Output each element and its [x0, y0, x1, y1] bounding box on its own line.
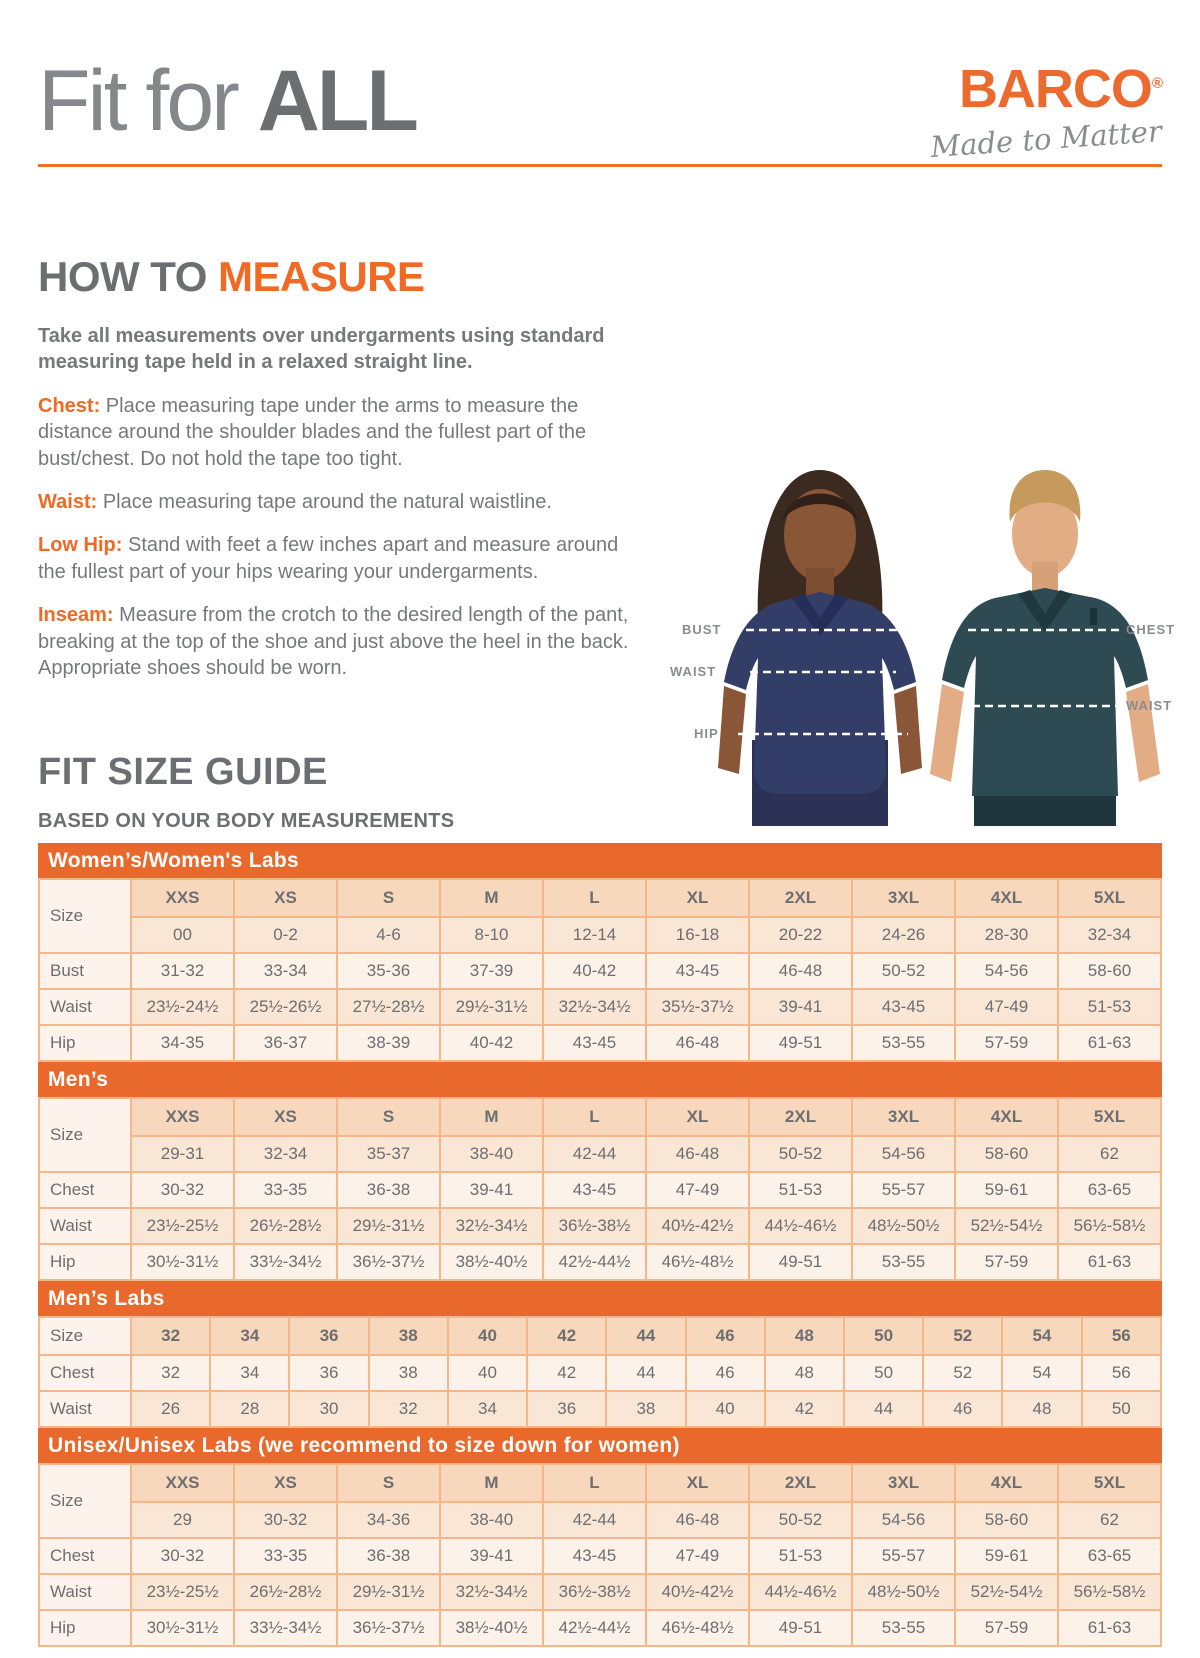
size-cell: 3XL: [852, 1098, 955, 1136]
measure-steps: [38, 393, 630, 682]
size-cell: M: [440, 879, 543, 917]
value-cell: 23½-25½: [131, 1574, 234, 1610]
numeric-size-row: [39, 1502, 1161, 1538]
value-cell: 29½-31½: [440, 989, 543, 1025]
value-cell: 36-38: [337, 1538, 440, 1574]
size-cell: M: [440, 1464, 543, 1502]
size-cell: 2XL: [749, 1098, 852, 1136]
value-cell: 33-35: [234, 1172, 337, 1208]
table-section-header: Unisex/Unisex Labs (we recommend to size down for women): [38, 1428, 1162, 1463]
value-cell: 38: [369, 1355, 448, 1391]
size-tables: [38, 843, 1162, 1647]
size-table: [38, 1463, 1162, 1647]
value-cell: 46: [686, 1355, 765, 1391]
registered-mark-icon: ®: [1151, 75, 1162, 92]
value-cell: 59-61: [955, 1172, 1058, 1208]
value-cell: 54: [1002, 1355, 1081, 1391]
size-label-cell: Size: [39, 879, 131, 953]
value-cell: 36½-38½: [543, 1574, 646, 1610]
value-cell: 40: [686, 1391, 765, 1427]
value-cell: 63-65: [1058, 1538, 1161, 1574]
measurement-row: [39, 953, 1161, 989]
size-cell: 4XL: [955, 879, 1058, 917]
brand-name: [930, 59, 1162, 119]
size-label-cell: Size: [39, 1317, 131, 1355]
size-header-row: [39, 1464, 1161, 1502]
size-cell: 40: [448, 1317, 527, 1355]
value-cell: 42½-44½: [543, 1610, 646, 1646]
value-cell: 51-53: [749, 1538, 852, 1574]
size-cell: 5XL: [1058, 879, 1161, 917]
size-cell: XXS: [131, 1464, 234, 1502]
value-cell: 30½-31½: [131, 1610, 234, 1646]
row-label-cell: Chest: [39, 1355, 131, 1391]
size-cell: 2XL: [749, 879, 852, 917]
numeric-size-cell: 35-37: [337, 1136, 440, 1172]
value-cell: 36½-37½: [337, 1610, 440, 1646]
size-cell: XL: [646, 1098, 749, 1136]
value-cell: 58-60: [1058, 953, 1161, 989]
value-cell: 43-45: [543, 1538, 646, 1574]
value-cell: 28: [210, 1391, 289, 1427]
size-label-cell: Size: [39, 1098, 131, 1172]
value-cell: 54-56: [955, 953, 1058, 989]
value-cell: 38-39: [337, 1025, 440, 1061]
value-cell: 36: [289, 1355, 368, 1391]
value-cell: 34-35: [131, 1025, 234, 1061]
value-cell: 35½-37½: [646, 989, 749, 1025]
row-label-cell: Hip: [39, 1244, 131, 1280]
row-label-cell: Waist: [39, 989, 131, 1025]
models-illustration: [650, 440, 1200, 826]
measure-step: Waist: Place measuring tape around the natural waistline.: [38, 490, 552, 513]
measurement-row: [39, 1355, 1161, 1391]
value-cell: 39-41: [440, 1172, 543, 1208]
value-cell: 27½-28½: [337, 989, 440, 1025]
value-cell: 40-42: [440, 1025, 543, 1061]
numeric-size-cell: 8-10: [440, 917, 543, 953]
size-cell: XS: [234, 1464, 337, 1502]
measure-intro: Take all measurements over undergarments using standard measuring tape held in a relaxed straight line.: [38, 325, 605, 374]
numeric-size-cell: 12-14: [543, 917, 646, 953]
value-cell: 40½-42½: [646, 1208, 749, 1244]
value-cell: 57-59: [955, 1244, 1058, 1280]
table-section-header: Women’s/Women's Labs: [38, 843, 1162, 878]
value-cell: 50: [1082, 1391, 1161, 1427]
value-cell: 50-52: [852, 953, 955, 989]
size-table: [38, 878, 1162, 1062]
measure-step-label: Inseam:: [38, 604, 114, 627]
value-cell: 52½-54½: [955, 1208, 1058, 1244]
value-cell: 52½-54½: [955, 1574, 1058, 1610]
row-label-cell: Chest: [39, 1538, 131, 1574]
value-cell: 50: [844, 1355, 923, 1391]
numeric-size-cell: 34-36: [337, 1502, 440, 1538]
measure-step: Inseam: Measure from the crotch to the desired length of the pant, breaking at the top of the shoe and just above the heel in the back. Appropriate shoes should be worn.: [38, 604, 629, 679]
numeric-size-cell: 38-40: [440, 1502, 543, 1538]
value-cell: 30-32: [131, 1172, 234, 1208]
size-cell: XL: [646, 879, 749, 917]
numeric-size-cell: 00: [131, 917, 234, 953]
size-cell: M: [440, 1098, 543, 1136]
measurement-row: [39, 1391, 1161, 1427]
numeric-size-cell: 4-6: [337, 917, 440, 953]
row-label-cell: Hip: [39, 1610, 131, 1646]
value-cell: 23½-24½: [131, 989, 234, 1025]
numeric-size-cell: 42-44: [543, 1136, 646, 1172]
size-cell: 56: [1082, 1317, 1161, 1355]
value-cell: 49-51: [749, 1025, 852, 1061]
size-cell: 46: [686, 1317, 765, 1355]
value-cell: 46½-48½: [646, 1244, 749, 1280]
table-section-header: Men’s Labs: [38, 1281, 1162, 1316]
value-cell: 40: [448, 1355, 527, 1391]
value-cell: 23½-25½: [131, 1208, 234, 1244]
value-cell: 26½-28½: [234, 1208, 337, 1244]
value-cell: 61-63: [1058, 1244, 1161, 1280]
size-header-row: [39, 1098, 1161, 1136]
bust-label: BUST: [682, 622, 722, 637]
size-table: [38, 1097, 1162, 1281]
row-label-cell: Waist: [39, 1574, 131, 1610]
brand-wordmark: BARCO: [958, 59, 1152, 119]
numeric-size-cell: 28-30: [955, 917, 1058, 953]
page-header: [38, 53, 1164, 165]
size-cell: 4XL: [955, 1464, 1058, 1502]
value-cell: 32: [131, 1355, 210, 1391]
value-cell: 56: [1082, 1355, 1161, 1391]
size-cell: L: [543, 879, 646, 917]
page-title-bold: ALL: [257, 53, 416, 149]
value-cell: 49-51: [749, 1610, 852, 1646]
value-cell: 44: [844, 1391, 923, 1427]
value-cell: 46: [923, 1391, 1002, 1427]
value-cell: 61-63: [1058, 1025, 1161, 1061]
value-cell: 55-57: [852, 1538, 955, 1574]
size-cell: XL: [646, 1464, 749, 1502]
size-cell: XXS: [131, 879, 234, 917]
man-model: [930, 470, 1160, 826]
size-cell: 32: [131, 1317, 210, 1355]
row-label-cell: Bust: [39, 953, 131, 989]
chest-label: CHEST: [1126, 622, 1176, 637]
measurement-row: [39, 1244, 1161, 1280]
numeric-size-cell: 38-40: [440, 1136, 543, 1172]
value-cell: 29½-31½: [337, 1574, 440, 1610]
measurement-row: [39, 989, 1161, 1025]
value-cell: 39-41: [440, 1538, 543, 1574]
size-cell: L: [543, 1464, 646, 1502]
value-cell: 26: [131, 1391, 210, 1427]
value-cell: 43-45: [543, 1172, 646, 1208]
value-cell: 56½-58½: [1058, 1574, 1161, 1610]
size-cell: S: [337, 879, 440, 917]
size-cell: XXS: [131, 1098, 234, 1136]
value-cell: 55-57: [852, 1172, 955, 1208]
row-label-cell: Waist: [39, 1208, 131, 1244]
value-cell: 52: [923, 1355, 1002, 1391]
measure-step: Chest: Place measuring tape under the arms to measure the distance around the shoulder blades and the fullest part of the bust/chest. Do not hold the tape too tight.: [38, 394, 587, 470]
value-cell: 33½-34½: [234, 1244, 337, 1280]
how-to-measure-title: [38, 253, 630, 301]
value-cell: 47-49: [955, 989, 1058, 1025]
value-cell: 53-55: [852, 1025, 955, 1061]
size-cell: XS: [234, 1098, 337, 1136]
table-section-header: Men’s: [38, 1062, 1162, 1097]
size-cell: 50: [844, 1317, 923, 1355]
size-cell: 48: [765, 1317, 844, 1355]
value-cell: 56½-58½: [1058, 1208, 1161, 1244]
numeric-size-cell: 16-18: [646, 917, 749, 953]
value-cell: 48½-50½: [852, 1208, 955, 1244]
value-cell: 38: [606, 1391, 685, 1427]
brand-logo: [929, 59, 1164, 165]
numeric-size-cell: 58-60: [955, 1136, 1058, 1172]
value-cell: 37-39: [440, 953, 543, 989]
size-cell: 44: [606, 1317, 685, 1355]
measurement-row: [39, 1025, 1161, 1061]
measurement-row: [39, 1208, 1161, 1244]
value-cell: 49-51: [749, 1244, 852, 1280]
how-to-measure-title-gray: HOW TO: [38, 253, 219, 300]
size-cell: 4XL: [955, 1098, 1058, 1136]
row-label-cell: Chest: [39, 1172, 131, 1208]
value-cell: 36½-37½: [337, 1244, 440, 1280]
value-cell: 35-36: [337, 953, 440, 989]
value-cell: 43-45: [646, 953, 749, 989]
woman-model: [718, 470, 922, 826]
row-label-cell: Hip: [39, 1025, 131, 1061]
value-cell: 57-59: [955, 1025, 1058, 1061]
value-cell: 51-53: [1058, 989, 1161, 1025]
size-cell: 5XL: [1058, 1464, 1161, 1502]
numeric-size-cell: 42-44: [543, 1502, 646, 1538]
measurement-row: [39, 1574, 1161, 1610]
how-to-measure-section: [38, 253, 630, 681]
value-cell: 36-38: [337, 1172, 440, 1208]
numeric-size-cell: 20-22: [749, 917, 852, 953]
numeric-size-cell: 54-56: [852, 1136, 955, 1172]
value-cell: 32½-34½: [440, 1574, 543, 1610]
size-cell: 5XL: [1058, 1098, 1161, 1136]
numeric-size-cell: 30-32: [234, 1502, 337, 1538]
value-cell: 36: [527, 1391, 606, 1427]
hip-label: HIP: [694, 726, 719, 741]
numeric-size-row: [39, 917, 1161, 953]
measure-step: Low Hip: Stand with feet a few inches apart and measure around the fullest part of your hips wearing your undergarments.: [38, 534, 619, 583]
value-cell: 38½-40½: [440, 1244, 543, 1280]
numeric-size-cell: 32-34: [234, 1136, 337, 1172]
value-cell: 43-45: [543, 1025, 646, 1061]
value-cell: 33-34: [234, 953, 337, 989]
brand-tagline: Made to Matter: [929, 114, 1164, 165]
fit-size-guide-subtitle: BASED ON YOUR BODY MEASUREMENTS: [38, 810, 455, 833]
size-cell: 36: [289, 1317, 368, 1355]
value-cell: 42½-44½: [543, 1244, 646, 1280]
value-cell: 47-49: [646, 1538, 749, 1574]
size-cell: XS: [234, 879, 337, 917]
value-cell: 44: [606, 1355, 685, 1391]
value-cell: 48½-50½: [852, 1574, 955, 1610]
value-cell: 30-32: [131, 1538, 234, 1574]
numeric-size-cell: 46-48: [646, 1136, 749, 1172]
measure-step-label: Low Hip:: [38, 534, 123, 557]
value-cell: 61-63: [1058, 1610, 1161, 1646]
numeric-size-cell: 29: [131, 1502, 234, 1538]
value-cell: 53-55: [852, 1610, 955, 1646]
how-to-measure-title-orange: MEASURE: [218, 253, 425, 300]
numeric-size-cell: 54-56: [852, 1502, 955, 1538]
value-cell: 51-53: [749, 1172, 852, 1208]
size-cell: 38: [369, 1317, 448, 1355]
value-cell: 31-32: [131, 953, 234, 989]
models-figure: [650, 440, 1200, 826]
value-cell: 40½-42½: [646, 1574, 749, 1610]
numeric-size-cell: 62: [1058, 1136, 1161, 1172]
size-cell: S: [337, 1464, 440, 1502]
size-label-cell: Size: [39, 1464, 131, 1538]
value-cell: 34: [448, 1391, 527, 1427]
size-header-row: [39, 879, 1161, 917]
value-cell: 26½-28½: [234, 1574, 337, 1610]
row-label-cell: Waist: [39, 1391, 131, 1427]
value-cell: 63-65: [1058, 1172, 1161, 1208]
size-cell: 52: [923, 1317, 1002, 1355]
value-cell: 30½-31½: [131, 1244, 234, 1280]
measurement-row: [39, 1172, 1161, 1208]
value-cell: 43-45: [852, 989, 955, 1025]
size-table: [38, 1316, 1162, 1428]
measure-step-label: Chest:: [38, 394, 101, 417]
page-title: [38, 53, 416, 149]
value-cell: 25½-26½: [234, 989, 337, 1025]
size-cell: 42: [527, 1317, 606, 1355]
value-cell: 44½-46½: [749, 1208, 852, 1244]
value-cell: 36-37: [234, 1025, 337, 1061]
numeric-size-cell: 32-34: [1058, 917, 1161, 953]
size-header-row: [39, 1317, 1161, 1355]
numeric-size-cell: 24-26: [852, 917, 955, 953]
value-cell: 32: [369, 1391, 448, 1427]
measurement-row: [39, 1538, 1161, 1574]
numeric-size-cell: 29-31: [131, 1136, 234, 1172]
numeric-size-cell: 50-52: [749, 1136, 852, 1172]
value-cell: 36½-38½: [543, 1208, 646, 1244]
value-cell: 32½-34½: [543, 989, 646, 1025]
numeric-size-cell: 0-2: [234, 917, 337, 953]
value-cell: 46-48: [749, 953, 852, 989]
value-cell: 34: [210, 1355, 289, 1391]
numeric-size-cell: 58-60: [955, 1502, 1058, 1538]
size-cell: 34: [210, 1317, 289, 1355]
value-cell: 29½-31½: [337, 1208, 440, 1244]
value-cell: 53-55: [852, 1244, 955, 1280]
numeric-size-cell: 62: [1058, 1502, 1161, 1538]
value-cell: 38½-40½: [440, 1610, 543, 1646]
value-cell: 46-48: [646, 1025, 749, 1061]
size-cell: S: [337, 1098, 440, 1136]
numeric-size-cell: 46-48: [646, 1502, 749, 1538]
numeric-size-cell: 50-52: [749, 1502, 852, 1538]
value-cell: 33½-34½: [234, 1610, 337, 1646]
size-cell: 3XL: [852, 879, 955, 917]
header-divider: [38, 164, 1162, 167]
value-cell: 33-35: [234, 1538, 337, 1574]
page-title-light: Fit for: [38, 53, 258, 149]
measure-step-label: Waist:: [38, 490, 98, 513]
waist-left-label: WAIST: [670, 664, 717, 679]
value-cell: 32½-34½: [440, 1208, 543, 1244]
value-cell: 42: [527, 1355, 606, 1391]
numeric-size-row: [39, 1136, 1161, 1172]
value-cell: 40-42: [543, 953, 646, 989]
value-cell: 47-49: [646, 1172, 749, 1208]
value-cell: 48: [765, 1355, 844, 1391]
value-cell: 48: [1002, 1391, 1081, 1427]
value-cell: 59-61: [955, 1538, 1058, 1574]
waist-right-label: WAIST: [1126, 698, 1173, 713]
size-cell: L: [543, 1098, 646, 1136]
value-cell: 46½-48½: [646, 1610, 749, 1646]
value-cell: 30: [289, 1391, 368, 1427]
size-cell: 54: [1002, 1317, 1081, 1355]
fit-size-guide-title: FIT SIZE GUIDE: [38, 751, 328, 794]
size-cell: 3XL: [852, 1464, 955, 1502]
value-cell: 39-41: [749, 989, 852, 1025]
measurement-row: [39, 1610, 1161, 1646]
size-cell: 2XL: [749, 1464, 852, 1502]
value-cell: 44½-46½: [749, 1574, 852, 1610]
size-guide-page: [0, 53, 1200, 1658]
value-cell: 42: [765, 1391, 844, 1427]
value-cell: 57-59: [955, 1610, 1058, 1646]
